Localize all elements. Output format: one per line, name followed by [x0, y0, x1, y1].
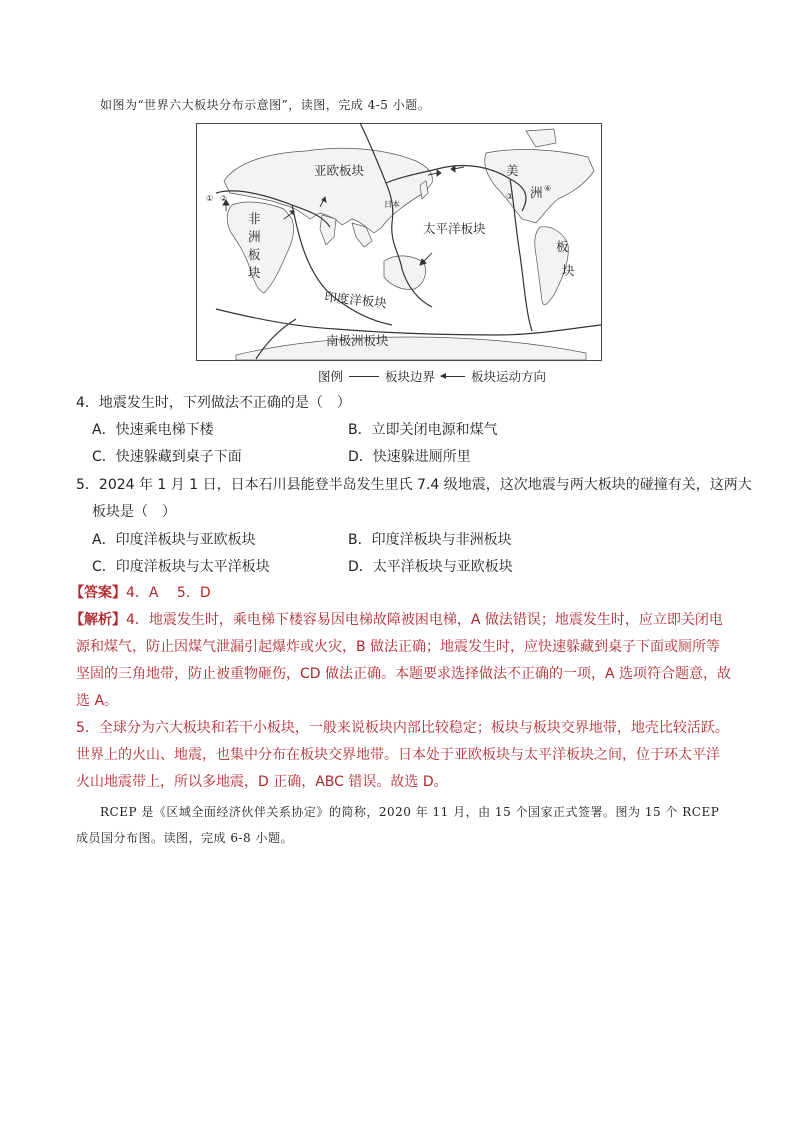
analysis-line-2: 源和煤气，防止因煤气泄漏引起爆炸或火灾，B 做法正确；地震发生时，应快速躲藏到桌子下面或厕所等 [76, 639, 721, 655]
answer-tag: 【答案】 [70, 585, 126, 601]
label-africa-3: 板 [248, 247, 261, 262]
q5-option-a: A．印度洋板块与亚欧板块 [92, 532, 256, 548]
legend-boundary-label: 板块边界 [385, 369, 436, 384]
answer-text: 4．A 5．D [126, 585, 211, 601]
label-america-2: 洲 [530, 185, 543, 200]
legend-arrow-icon [441, 376, 465, 377]
question-5-stem-line2: 板块是（ ） [92, 504, 176, 520]
analysis-line-4: 选 A。 [76, 693, 119, 709]
world-plate-map [196, 123, 602, 361]
analysis-line-3: 坚固的三角地带，防止被重物砸伤，CD 做法正确。本题要求选择做法不正确的一项，A 选项符合题意，故 [76, 666, 732, 682]
label-num-1: ① [206, 194, 214, 203]
label-america-1: 美 [506, 163, 519, 178]
map-legend [318, 367, 546, 385]
answer-line [70, 580, 211, 607]
analysis-text-1: 4．地震发生时，乘电梯下楼容易因电梯故障被困电梯，A 做法错误；地震发生时，应立即关闭电 [126, 612, 723, 628]
label-antarctic-plate: 南极洲板块 [326, 333, 389, 348]
q4-option-a: A．快速乘电梯下楼 [92, 422, 214, 438]
analysis-line-7: 火山地震带上，所以多地震，D 正确，ABC 错误。故选 D。 [76, 774, 448, 790]
q4-option-d: D．快速躲进厕所里 [348, 449, 471, 465]
legend-motion-label: 板块运动方向 [471, 369, 547, 384]
q5-option-c: C．印度洋板块与太平洋板块 [92, 559, 270, 575]
intro-text: 如图为“世界六大板块分布示意图”，读图，完成 4-5 小题。 [100, 98, 431, 112]
next-intro-line-2: 成员国分布图。读图，完成 6-8 小题。 [76, 831, 293, 845]
q4-option-c: C．快速躲藏到桌子下面 [92, 449, 242, 465]
legend-title: 图例 [318, 369, 344, 384]
analysis-line-6: 世界上的火山、地震，也集中分布在板块交界地带。日本处于亚欧板块与太平洋板块之间，位于环太平洋 [76, 747, 720, 763]
label-africa-1: 非 [248, 211, 261, 226]
analysis-line-1 [70, 607, 723, 634]
analysis-tag: 【解析】 [70, 612, 126, 628]
analysis-line-5: 5．全球分为六大板块和若干小板块，一般来说板块内部比较稳定；板块与板块交界地带，地壳比较活跃。 [76, 720, 729, 736]
question-4-stem: 4．地震发生时，下列做法不正确的是（ ） [76, 395, 351, 411]
question-5-stem-line1: 5．2024 年 1 月 1 日，日本石川县能登半岛发生里氏 7.4 级地震，这次地震与两大板块的碰撞有关，这两大 [76, 477, 752, 493]
label-america-4: 块 [562, 263, 575, 278]
label-africa-4: 块 [248, 265, 261, 280]
label-pacific-plate: 太平洋板块 [423, 221, 486, 236]
label-america-3: 板 [556, 239, 569, 254]
label-num-4: ④ [544, 184, 552, 193]
label-japan: 日本 [384, 200, 400, 209]
legend-boundary-line [349, 376, 379, 377]
label-indian-plate: 印度洋板块 [323, 289, 388, 311]
label-num-3: ③ [506, 192, 514, 201]
q5-option-b: B．印度洋板块与非洲板块 [348, 532, 512, 548]
label-eurasia-plate: 亚欧板块 [314, 163, 365, 178]
next-intro-line-1: RCEP 是《区域全面经济伙伴关系协定》的简称，2020 年 11 月，由 15 个国家正式签署。图为 15 个 RCEP [100, 805, 720, 819]
label-africa-2: 洲 [248, 229, 261, 244]
q4-option-b: B．立即关闭电源和煤气 [348, 422, 498, 438]
label-num-2: ② [220, 194, 228, 203]
q5-option-d: D．太平洋板块与亚欧板块 [348, 559, 513, 575]
